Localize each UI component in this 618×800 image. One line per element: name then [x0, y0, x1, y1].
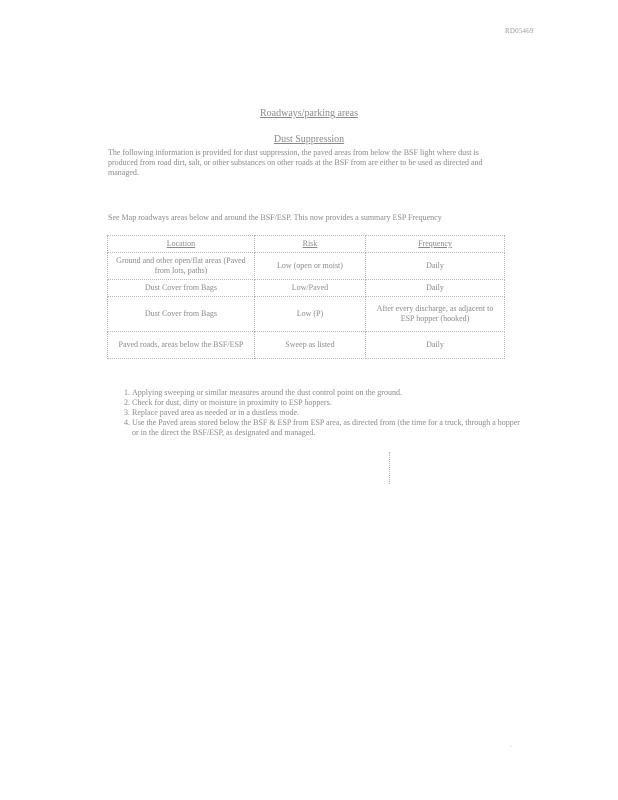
table-cell: Daily: [366, 332, 505, 359]
table-cell: Ground and other open/flat areas (Paved from lots, paths): [108, 253, 255, 280]
table-cell: Paved roads, areas below the BSF/ESP: [108, 332, 255, 359]
table-cell: Low (open or moist): [254, 253, 365, 280]
column-header-risk: Risk: [254, 236, 365, 253]
table-cell: After every discharge, as adjacent to ESP hopper (hooked): [366, 297, 505, 332]
table-cell: Dust Cover from Bags: [108, 297, 255, 332]
section-heading: Roadways/parking areas: [259, 108, 359, 119]
notes-list: [112, 388, 522, 438]
dust-suppression-table: [107, 235, 505, 359]
table-cell: Sweep as listed: [254, 332, 365, 359]
section-subheading: Dust Suppression: [273, 134, 345, 145]
table-cell: Daily: [366, 280, 505, 297]
column-divider: [389, 452, 390, 484]
table-row: [108, 332, 505, 359]
table-row: [108, 280, 505, 297]
table-cell: Low/Paved: [254, 280, 365, 297]
list-item: 4. Use the Paved areas stored below the BSF & ESP from ESP area, as directed from (the time for a truck, through a hopper or in the direct the BSF/ESP, as designated and managed.: [132, 418, 522, 438]
table-cell: Low (P): [254, 297, 365, 332]
table-row: [108, 253, 505, 280]
column-header-frequency: Frequency: [366, 236, 505, 253]
intro-paragraph: The following information is provided for dust suppression, the paved areas from below the BSF light where dust is produced from road dirt, salt, or other substances on other roads at the BSF from are either to be used as directed and managed.: [108, 148, 483, 177]
table-row: [108, 297, 505, 332]
column-header-location: Location: [108, 236, 255, 253]
list-item: 3. Replace paved area as needed or in a dustless mode.: [132, 408, 522, 418]
table-cell: Daily: [366, 253, 505, 280]
table-cell: Dust Cover from Bags: [108, 280, 255, 297]
table-intro-paragraph: See Map roadways areas below and around the BSF/ESP. This now provides a summary ESP Frequency: [108, 213, 442, 222]
footer-mark: ·: [510, 744, 512, 750]
list-item: 2. Check for dust, dirty or moisture in proximity to ESP hoppers.: [132, 398, 522, 408]
table-header-row: [108, 236, 505, 253]
document-id: RD05469: [505, 27, 534, 35]
list-item: 1. Applying sweeping or similar measures around the dust control point on the ground.: [132, 388, 522, 398]
